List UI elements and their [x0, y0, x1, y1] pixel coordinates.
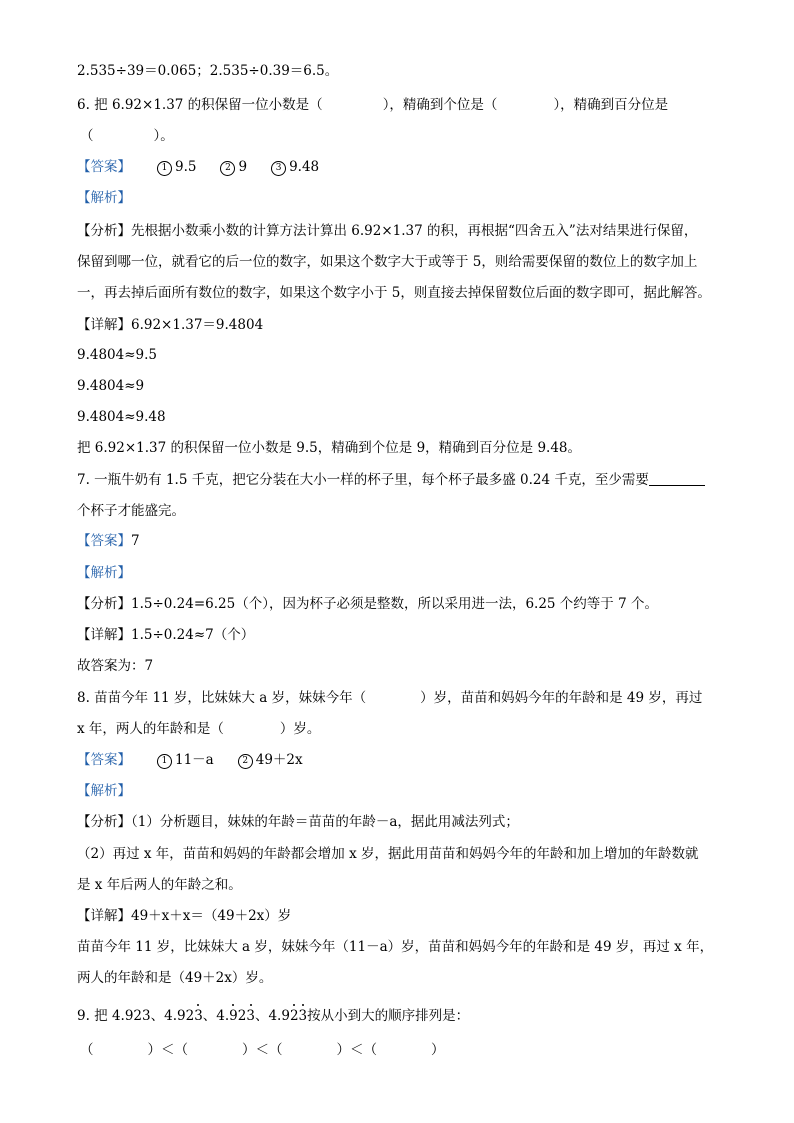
text-line: 故答案为：7	[77, 658, 154, 674]
detail-line: 【详解】49＋x＋x＝（49＋2x）岁	[77, 908, 292, 924]
repeating-digit: 3	[299, 1007, 308, 1025]
repeat-dot	[232, 1004, 234, 1006]
text-line: 是 x 年后两人的年龄之和。	[77, 877, 242, 893]
question-7: 7. 一瓶牛奶有 1.5 千克，把它分装在大小一样的杯子里，每个杯子最多盛 0.24 千克，至少需要	[77, 471, 705, 489]
question-8: 8. 苗苗今年 11 岁，比妹妹大 a 岁，妹妹今年（ ）岁，苗苗和妈妈今年的年龄和是 49 岁，再过	[77, 690, 703, 706]
answer-line: 【答案】 1 9.5 2 9 3 9.48	[77, 159, 320, 175]
repeat-dot	[197, 1004, 199, 1006]
question-6-cont: （ ）。	[80, 128, 174, 144]
fenxi-label: 【分析】	[77, 596, 131, 612]
text-line: 9.4804≈9.48	[77, 409, 166, 425]
text-line: 个杯子才能盛完。	[77, 503, 185, 519]
analysis-line: 【分析】1.5÷0.24=6.25（个），因为杯子必须是整数，所以采用进一法，6.25 个约等于 7 个。	[77, 596, 658, 612]
xiangjie-label: 【详解】	[77, 908, 131, 924]
text-line: 两人的年龄和是（49＋2x）岁。	[77, 970, 273, 986]
text-line: 9.4804≈9	[77, 378, 145, 394]
repeating-digit: 9	[229, 1007, 238, 1025]
question-6: 6. 把 6.92×1.37 的积保留一位小数是（ ），精确到个位是（ ），精确到百分位是	[77, 97, 669, 113]
repeat-dot	[250, 1004, 252, 1006]
text-line: 一，再去掉后面所有数位的数字，如果这个数字小于 5，则直接去掉保留数位后面的数字即可，据此解答。	[77, 285, 711, 301]
ordering-blanks: （ ）＜（ ）＜（ ）＜（ ）	[80, 1042, 445, 1058]
circle-mark: 2	[220, 161, 235, 176]
repeating-digit: 2	[290, 1007, 299, 1025]
analysis-label: 【解析】	[77, 565, 131, 581]
text-line: 保留到哪一位，就看它的后一位的数字，如果这个数字大于或等于 5，则给需要保留的数位上的数字加上	[77, 254, 698, 270]
circle-mark: 3	[271, 161, 286, 176]
analysis-line: 【分析】先根据小数乘小数的计算方法计算出 6.92×1.37 的积，再根据“四舍五入”法对结果进行保留，	[77, 223, 698, 239]
text-line: 把 6.92×1.37 的积保留一位小数是 9.5，精确到个位是 9，精确到百分位是 9.48。	[77, 440, 582, 456]
fenxi-label: 【分析】	[77, 223, 131, 239]
circle-mark: 2	[238, 754, 253, 769]
repeat-dot	[293, 1004, 295, 1006]
circle-mark: 1	[157, 754, 172, 769]
repeating-digit: 3	[194, 1007, 203, 1025]
detail-line: 【详解】1.5÷0.24≈7（个）	[77, 627, 255, 643]
question-8-cont: x 年，两人的年龄和是（ ）岁。	[77, 721, 321, 737]
repeat-dot	[302, 1004, 304, 1006]
answer-label: 【答案】	[77, 159, 131, 175]
analysis-label: 【解析】	[77, 190, 131, 206]
repeating-digit: 3	[246, 1007, 255, 1025]
fenxi-label: 【分析】	[77, 814, 131, 830]
circle-mark: 1	[157, 161, 172, 176]
xiangjie-label: 【详解】	[77, 317, 131, 333]
answer-blank	[649, 471, 705, 486]
answer-line: 【答案】7	[77, 533, 140, 549]
text-line: 苗苗今年 11 岁，比妹妹大 a 岁，妹妹今年（11－a）岁，苗苗和妈妈今年的年龄和是 49 岁，再过 x 年，	[77, 939, 714, 955]
text-line: （2）再过 x 年，苗苗和妈妈的年龄都会增加 x 岁，据此用苗苗和妈妈今年的年龄和加上增加的年龄数就	[77, 846, 699, 862]
answer-label: 【答案】	[77, 752, 131, 768]
text-line: 2.535÷39＝0.065；2.535÷0.39＝6.5。	[77, 63, 339, 79]
answer-line: 【答案】 1 11－a 2 49＋2x	[77, 752, 303, 768]
question-9: 9. 把 4.923、4.92 3、4. 92 3、4.9 2 3按从小到大的顺序排列是：	[77, 1007, 469, 1025]
answer-label: 【答案】	[77, 533, 131, 549]
analysis-label: 【解析】	[77, 783, 131, 799]
detail-line: 【详解】6.92×1.37＝9.4804	[77, 317, 264, 333]
analysis-line: 【分析】（1）分析题目，妹妹的年龄＝苗苗的年龄－a，据此用减法列式；	[77, 814, 519, 830]
text-line: 9.4804≈9.5	[77, 347, 158, 363]
xiangjie-label: 【详解】	[77, 627, 131, 643]
